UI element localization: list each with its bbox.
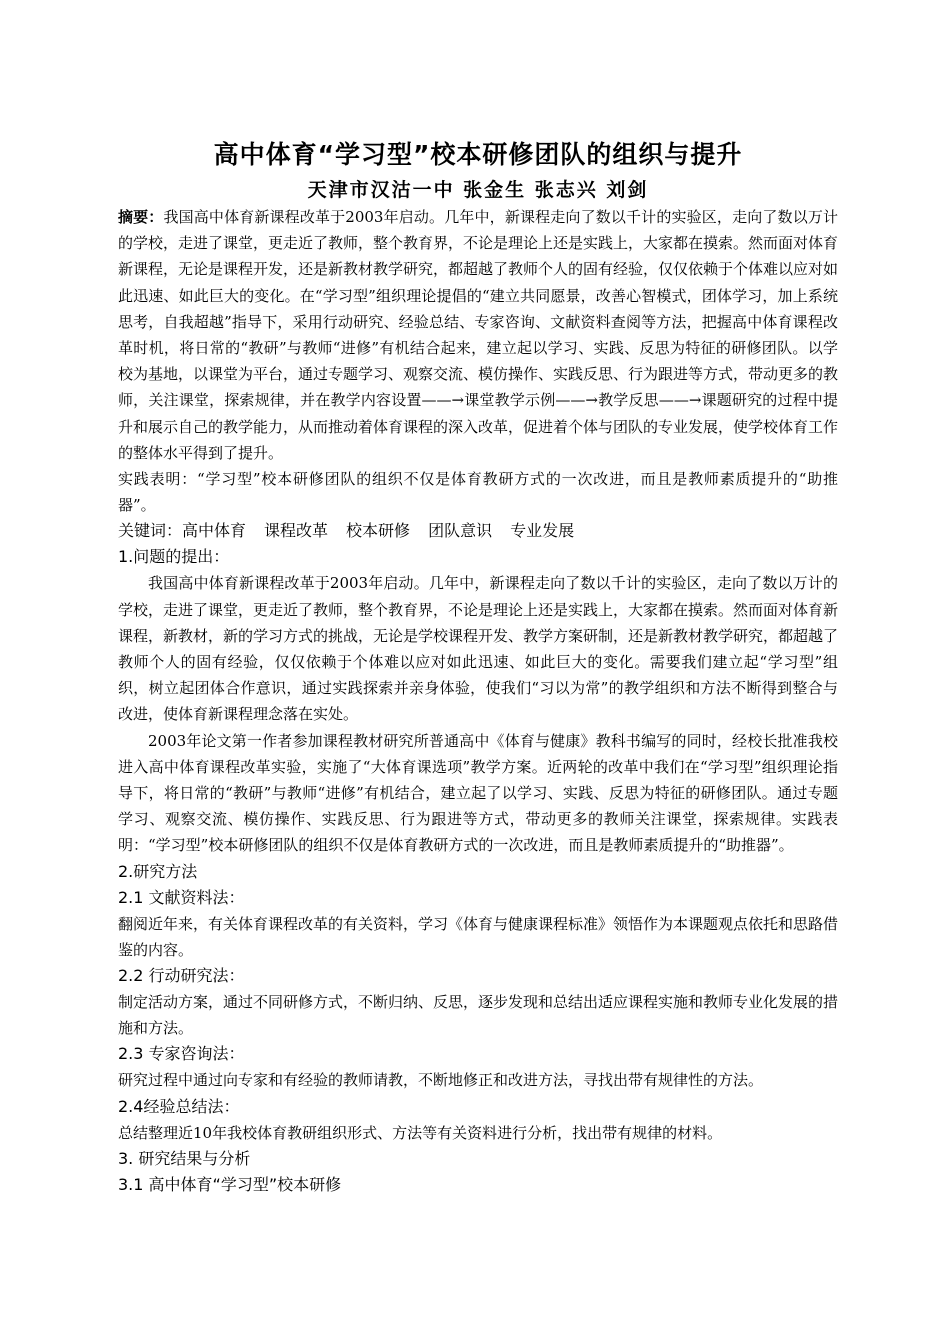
- body-paragraph: 2003年论文第一作者参加课程教材研究所普通高中《体育与健康》教科书编写的同时，经校长批准我校进入高中体育课程改革实验，实施了“大体育课选项”教学方案。近两轮的改革中我们在“学习型”组织理论指导下，将日常的“教研”与教师“进修”有机结合，建立起了以学习、实践、反思为特征的研修团队。通过专题学习、观察交流、模仿操作、实践反思、行为跟进等方式，带动更多的教师关注课堂，探索规律。实践表明：“学习型”校本研修团队的组织不仅是体育教研方式的一次改进，而且是教师素质提升的“助推器”。: [118, 731, 838, 855]
- body-paragraph: 研究过程中通过向专家和有经验的教师请教，不断地修正和改进方法，寻找出带有规律性的方法。: [118, 1071, 764, 1090]
- abstract-label: 摘要：: [118, 208, 164, 226]
- keyword: 团队意识: [428, 521, 493, 541]
- document-body: [118, 135, 838, 1198]
- document-title: 高中体育“学习型”校本研修团队的组织与提升: [213, 140, 743, 169]
- keywords-line: [118, 518, 838, 544]
- subsection-heading: 2.3 专家咨询法：: [118, 1044, 245, 1064]
- keyword: 校本研修: [346, 521, 411, 541]
- abstract-paragraph: [118, 204, 838, 466]
- section-heading: 1.问题的提出：: [118, 547, 230, 567]
- keyword: 课程改革: [264, 521, 329, 541]
- abstract-text: 我国高中体育新课程改革于2003年启动。几年中，新课程走向了数以千计的实验区，走向了数以万计的学校，走进了课堂，更走近了教师，整个教育界，不论是理论上还是实践上，大家都在摸索。然而面对体育新课程，无论是课程开发，还是新教材教学研究，都超越了教师个人的固有经验，仅仅依赖于个体难以应对如此迅速、如此巨大的变化。在“学习型”组织理论提倡的“建立共同愿景，改善心智模式，团体学习，加上系统思考，自我超越”指导下，采用行动研究、经验总结、专家咨询、文献资料查阅等方法，把握高中体育课程改革时机，将日常的“教研”与教师“进修”有机结合起来，建立起以学习、实践、反思为特征的研修团队。以学校为基地，以课堂为平台，通过专题学习、观察交流、模仿操作、实践反思、行为跟进等方式，带动更多的教师，关注课堂，探索规律，并在教学内容设置——→课堂教学示例——→教学反思——→课题研究的过程中提升和展示自己的教学能力，从而推动着体育课程的深入改革，促进着个体与团队的专业发展，使学校体育工作的整体水平得到了提升。: [118, 208, 839, 462]
- subsection-heading: 2.4经验总结法：: [118, 1096, 240, 1116]
- body-paragraph: 制定活动方案，通过不同研修方式，不断归纳、反思，逐步发现和总结出适应课程实施和教师专业化发展的措施和方法。: [118, 993, 839, 1038]
- body-paragraph: 我国高中体育新课程改革于2003年启动。几年中，新课程走向了数以千计的实验区，走向了数以万计的学校，走进了课堂，更走近了教师，整个教育界，不论是理论上还是实践上，大家都在摸索。然而面对体育新课程，新教材，新的学习方式的挑战，无论是学校课程开发、教学方案研制，还是新教材教学研究，都超越了教师个人的固有经验，仅仅依赖于个体难以应对如此迅速、如此巨大的变化。需要我们建立起“学习型”组织，树立起团体合作意识，通过实践探索并亲身体验，使我们“习以为常”的教学组织和方法不断得到整合与改进，使体育新课程理念落在实处。: [118, 574, 839, 724]
- section-heading: 3. 研究结果与分析: [118, 1148, 251, 1168]
- subsection-heading: 2.1 文献资料法：: [118, 887, 245, 907]
- authors-line: 天津市汉沽一中 张金生 张志兴 刘剑: [307, 179, 649, 201]
- keyword: 专业发展: [510, 521, 575, 541]
- keyword: 高中体育: [182, 521, 247, 541]
- subsection-heading: 2.2 行动研究法：: [118, 966, 245, 986]
- subsection-heading: 3.1 高中体育“学习型”校本研修: [118, 1174, 342, 1194]
- body-paragraph: 总结整理近10年我校体育教研组织形式、方法等有关资料进行分析，找出带有规律的材料。: [118, 1123, 723, 1142]
- abstract-practice: 实践表明：“学习型”校本研修团队的组织不仅是体育教研方式的一次改进，而且是教师素质提升的“助推器”。: [118, 470, 838, 515]
- section-heading: 2.研究方法: [118, 861, 198, 881]
- body-paragraph: 翻阅近年来，有关体育课程改革的有关资料，学习《体育与健康课程标准》领悟作为本课题观点依托和思路借鉴的内容。: [118, 914, 839, 959]
- keywords-label: 关键词：: [118, 521, 183, 541]
